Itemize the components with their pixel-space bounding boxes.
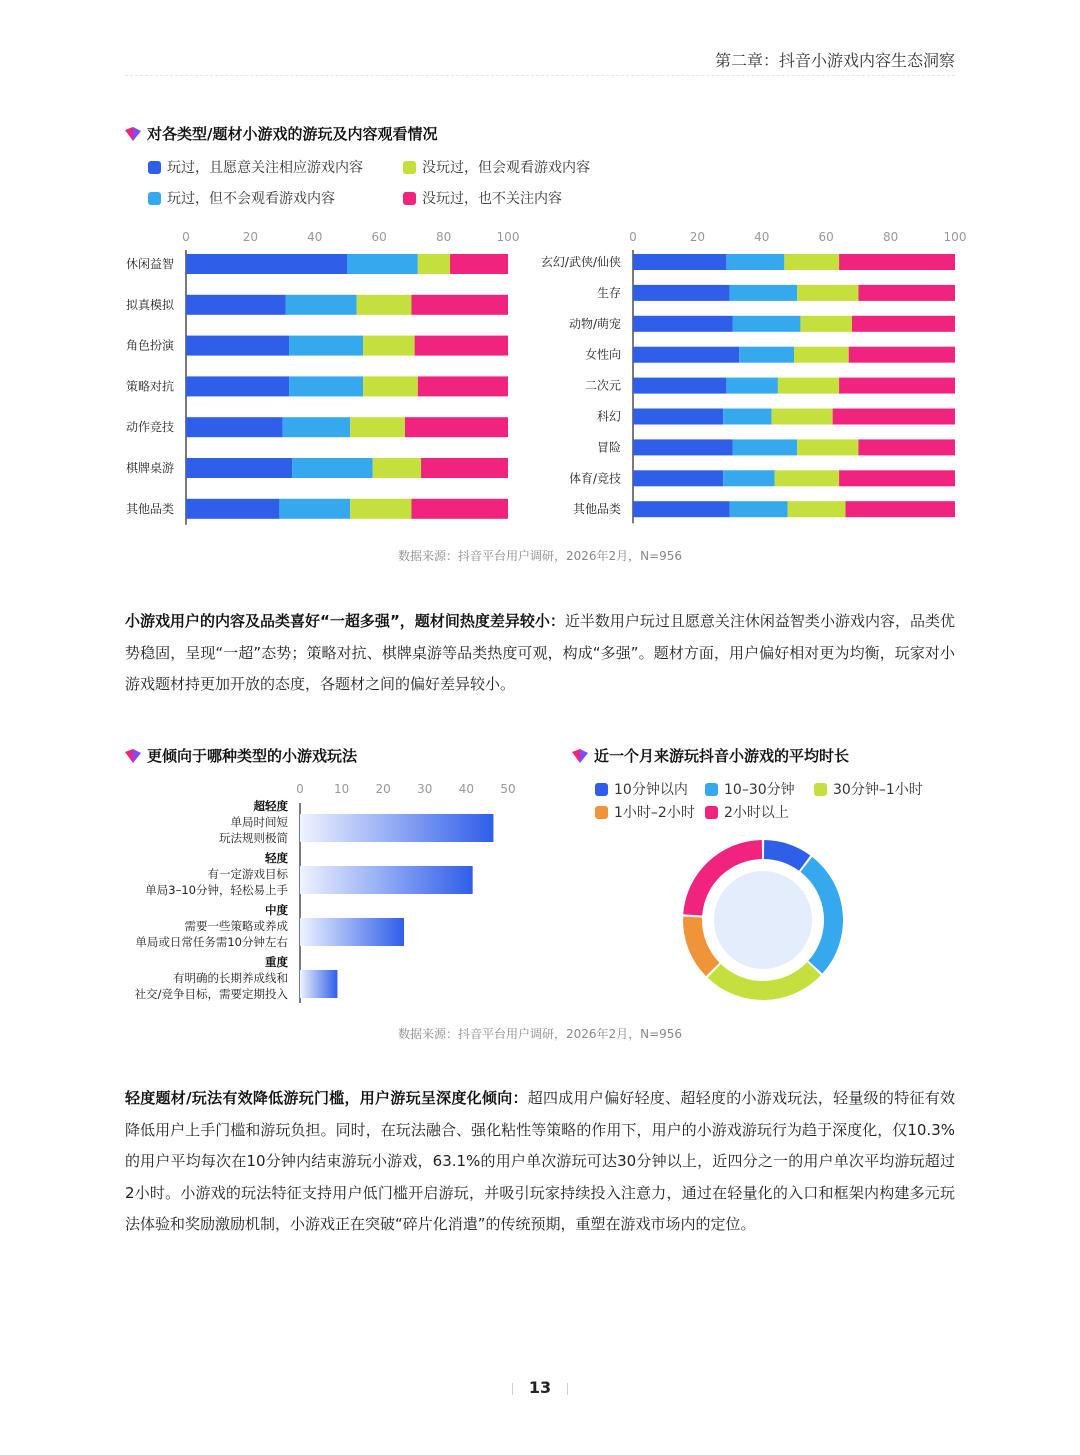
x-tick-label: 30 xyxy=(417,782,433,796)
bar-segment xyxy=(726,254,784,270)
bar-segment xyxy=(186,499,279,519)
category-label: 休闲益智 xyxy=(125,257,174,271)
bar-segment xyxy=(418,376,508,396)
category-label: 棋牌桌游 xyxy=(125,461,174,475)
paragraph-lead: 小游戏用户的内容及品类喜好“一超多强”，题材间热度差异较小： xyxy=(125,612,565,630)
category-label: 动作竞技 xyxy=(125,420,174,435)
category-label: 女性向 xyxy=(584,347,621,362)
bar-segment xyxy=(733,439,797,455)
bar-segment xyxy=(186,458,292,478)
x-tick-label: 60 xyxy=(818,230,834,244)
bar xyxy=(300,918,404,946)
bar-segment xyxy=(723,470,775,486)
bar-segment xyxy=(286,295,357,315)
donut-legend-30-60 xyxy=(814,779,923,799)
category-note: 有一定游戏目标 xyxy=(207,867,288,881)
category-label: 二次元 xyxy=(584,378,621,393)
legend-swatch xyxy=(595,806,608,819)
legend-label: 玩过，且愿意关注相应游戏内容 xyxy=(167,160,363,176)
bar-segment xyxy=(839,470,955,486)
section2-right-title xyxy=(572,745,849,766)
category-label: 冒险 xyxy=(596,440,621,455)
paragraph-body: 超四成用户偏好轻度、超轻度的小游戏玩法，轻量级的特征有效降低用户上手门槛和游玩负担。同时，在玩法融合、强化粘性等策略的作用下，用户的小游戏游玩行为趋于深度化，仅10.3%的用户平均每次在10分钟内结束游玩小游戏，63.1%的用户单次游玩可达30分钟以上，近四分之一的用户单次平均游玩超过2小时。小游戏的玩法特征支持用户低门槛开启游玩，并吸引玩家持续投入注意力，通过在轻量化的入口和框架内构建多元玩法体验和奖励激励机制，小游戏正在突破“碎片化消遣”的传统预期，重塑在游戏市场内的定位。 xyxy=(125,1089,955,1233)
bar-segment xyxy=(800,316,852,332)
x-tick-label: 50 xyxy=(500,782,516,796)
bar-segment xyxy=(186,254,347,274)
bar-segment xyxy=(363,376,418,396)
bar-segment xyxy=(775,470,839,486)
x-tick-label: 20 xyxy=(375,782,391,796)
category-label: 重度 xyxy=(265,955,288,969)
bar-segment xyxy=(633,439,733,455)
legend-item-played-watch xyxy=(148,157,363,177)
x-tick-label: 0 xyxy=(182,230,190,244)
paragraph-play-depth xyxy=(125,1083,955,1241)
legend-label: 10分钟以内 xyxy=(614,782,688,798)
legend-swatch xyxy=(403,192,416,205)
bar-segment xyxy=(839,254,955,270)
category-label: 玄幻/武侠/仙侠 xyxy=(540,255,621,269)
category-label: 其他品类 xyxy=(125,501,174,516)
bar-segment xyxy=(279,499,350,519)
bar-segment xyxy=(411,499,508,519)
legend-label: 2小时以上 xyxy=(724,805,789,821)
bar-segment xyxy=(858,285,955,301)
page-number: 13 xyxy=(528,1378,552,1397)
bar-segment xyxy=(357,295,412,315)
bar-segment xyxy=(730,501,788,517)
bar-segment xyxy=(405,417,508,437)
legend-swatch xyxy=(403,161,416,174)
section-marker-icon xyxy=(572,749,588,763)
bar-segment xyxy=(415,336,508,356)
legend-label: 10–30分钟 xyxy=(724,782,795,798)
bar xyxy=(300,814,493,842)
x-tick-label: 60 xyxy=(371,230,387,244)
legend-label: 30分钟–1小时 xyxy=(833,782,923,798)
category-label: 角色扮演 xyxy=(125,338,174,353)
legend-swatch xyxy=(148,192,161,205)
x-tick-label: 100 xyxy=(943,230,967,244)
legend-item-played-nowatch xyxy=(148,188,335,208)
bar-segment xyxy=(186,336,289,356)
donut-legend-gt2h xyxy=(705,802,789,822)
chart-game-types xyxy=(0,220,540,540)
bar-segment xyxy=(794,347,849,363)
bar-segment xyxy=(852,316,955,332)
category-label: 其他品类 xyxy=(572,502,621,517)
category-note: 单局时间短 xyxy=(230,815,288,829)
page-number-divider xyxy=(512,1383,513,1395)
category-label: 生存 xyxy=(596,285,621,300)
legend-swatch xyxy=(814,783,827,796)
bar-segment xyxy=(363,336,415,356)
bar-segment xyxy=(778,378,839,394)
category-label: 轻度 xyxy=(265,851,288,865)
legend-label: 没玩过，但会观看游戏内容 xyxy=(422,160,590,176)
donut-legend-lt10 xyxy=(595,779,688,799)
bar-segment xyxy=(633,285,730,301)
category-note: 社交/竞争目标，需要定期投入 xyxy=(134,987,288,1001)
legend-label: 1小时–2小时 xyxy=(614,805,695,821)
bar-segment xyxy=(833,409,955,425)
bar-segment xyxy=(186,295,286,315)
section1-title xyxy=(125,123,437,144)
x-tick-label: 20 xyxy=(689,230,706,244)
bar xyxy=(300,866,473,894)
section1-source: 数据来源：抖音平台用户调研，2026年2月，N=956 xyxy=(397,549,683,563)
legend-item-unplayed-nowatch xyxy=(403,188,562,208)
bar-segment xyxy=(289,336,363,356)
donut-slice xyxy=(764,840,810,871)
x-tick-label: 80 xyxy=(882,230,899,244)
bar-segment xyxy=(283,417,351,437)
donut-legend-10-30 xyxy=(705,779,795,799)
bar-segment xyxy=(858,439,955,455)
category-label: 科幻 xyxy=(596,409,621,424)
page-footer xyxy=(0,1378,1080,1397)
bar-segment xyxy=(846,501,955,517)
category-note: 玩法规则极简 xyxy=(219,831,288,845)
legend-swatch xyxy=(705,806,718,819)
category-label: 拟真模拟 xyxy=(125,297,174,312)
x-tick-label: 100 xyxy=(496,230,520,244)
section-marker-icon xyxy=(125,127,141,141)
bar-segment xyxy=(373,458,421,478)
bar-segment xyxy=(421,458,508,478)
category-label: 中度 xyxy=(265,903,288,917)
bar-segment xyxy=(726,378,778,394)
legend-label: 没玩过，也不关注内容 xyxy=(422,191,562,207)
category-note: 单局3–10分钟，轻松易上手 xyxy=(145,883,288,897)
x-tick-label: 0 xyxy=(629,230,637,244)
section2-source: 数据来源：抖音平台用户调研，2026年2月，N=956 xyxy=(397,1027,683,1041)
bar-segment xyxy=(797,285,858,301)
paragraph-lead: 轻度题材/玩法有效降低游玩门槛，用户游玩呈深度化倾向： xyxy=(125,1089,528,1107)
bar-segment xyxy=(771,409,832,425)
bar-segment xyxy=(839,378,955,394)
x-tick-label: 40 xyxy=(307,230,323,244)
bar-segment xyxy=(730,285,798,301)
legend-swatch xyxy=(148,161,161,174)
x-tick-label: 0 xyxy=(296,782,304,796)
section1-title-text: 对各类型/题材小游戏的游玩及内容观看情况 xyxy=(147,125,438,143)
category-note: 单局或日常任务需10分钟左右 xyxy=(135,935,288,949)
category-label: 策略对抗 xyxy=(125,379,174,394)
bar-segment xyxy=(633,470,723,486)
chapter-title: 第二章：抖音小游戏内容生态洞察 xyxy=(714,51,955,70)
bar-segment xyxy=(292,458,373,478)
donut-center xyxy=(713,870,813,970)
bar-segment xyxy=(784,254,839,270)
bar-segment xyxy=(289,376,363,396)
bar-segment xyxy=(633,347,739,363)
x-tick-label: 80 xyxy=(435,230,452,244)
bar-segment xyxy=(350,499,411,519)
bar-segment xyxy=(411,295,508,315)
donut-legend-1-2h xyxy=(595,802,695,822)
x-tick-label: 40 xyxy=(754,230,770,244)
bar-segment xyxy=(350,417,405,437)
bar-segment xyxy=(633,501,730,517)
bar-segment xyxy=(186,417,283,437)
legend-label: 玩过，但不会观看游戏内容 xyxy=(167,191,335,207)
bar-segment xyxy=(347,254,418,274)
chart-play-style xyxy=(120,775,540,1015)
bar-segment xyxy=(633,378,726,394)
header-divider xyxy=(125,75,955,76)
bar-segment xyxy=(418,254,450,274)
x-tick-label: 20 xyxy=(242,230,259,244)
bar-segment xyxy=(633,409,723,425)
legend-swatch xyxy=(705,783,718,796)
paragraph-body: 近半数用户玩过且愿意关注休闲益智类小游戏内容，品类优势稳固，呈现“一超”态势；策略对抗、棋牌桌游等品类热度可观，构成“多强”。题材方面，用户偏好相对更为均衡，玩家对小游戏题材持更加开放的态度，各题材之间的偏好差异较小。 xyxy=(125,612,955,693)
x-tick-label: 40 xyxy=(458,782,475,796)
bar xyxy=(300,970,337,998)
category-label: 动物/萌宠 xyxy=(568,316,621,331)
legend-item-unplayed-watch xyxy=(403,157,590,177)
bar-segment xyxy=(186,376,289,396)
bar-segment xyxy=(723,409,771,425)
page-number-divider xyxy=(567,1383,568,1395)
bar-segment xyxy=(849,347,955,363)
chart-game-themes xyxy=(530,220,980,540)
bar-segment xyxy=(633,254,726,270)
category-label: 体育/竞技 xyxy=(568,471,621,486)
category-note: 需要一些策略或养成 xyxy=(184,919,288,933)
paragraph-content-preference xyxy=(125,606,955,701)
bar-segment xyxy=(739,347,794,363)
section2-left-title xyxy=(125,745,357,766)
bar-segment xyxy=(633,316,733,332)
x-tick-label: 10 xyxy=(333,782,350,796)
bar-segment xyxy=(733,316,801,332)
category-label: 超轻度 xyxy=(253,799,288,813)
category-note: 有明确的长期养成线和 xyxy=(173,971,288,985)
bar-segment xyxy=(797,439,858,455)
bar-segment xyxy=(788,501,846,517)
chart-play-duration-donut xyxy=(673,830,853,1010)
section-marker-icon xyxy=(125,749,141,763)
bar-segment xyxy=(450,254,508,274)
section2-left-title-text: 更倾向于哪种类型的小游戏玩法 xyxy=(147,747,358,765)
legend-swatch xyxy=(595,783,608,796)
section2-right-title-text: 近一个月来游玩抖音小游戏的平均时长 xyxy=(594,747,850,765)
